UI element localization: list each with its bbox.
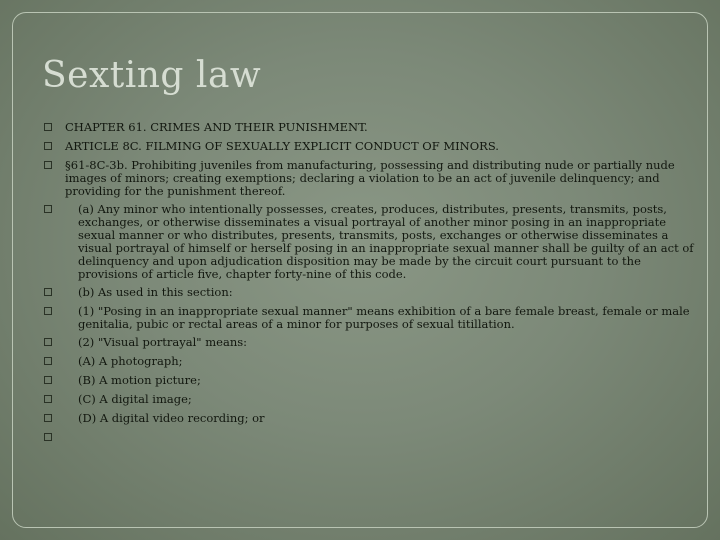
bullet-icon <box>44 336 65 350</box>
list-item-text: (C) A digital image; <box>78 392 192 406</box>
list-item <box>44 286 694 300</box>
bullet-icon <box>44 121 65 135</box>
bullet-icon <box>44 140 65 154</box>
list-item <box>44 336 694 350</box>
list-item <box>44 412 694 426</box>
bullet-icon <box>44 159 65 173</box>
list-item-text: CHAPTER 61. CRIMES AND THEIR PUNISHMENT. <box>65 120 368 134</box>
bullet-icon <box>44 412 65 426</box>
list-item <box>44 305 694 331</box>
bullet-icon <box>44 286 65 300</box>
slide-title: Sexting law <box>42 55 262 96</box>
list-item <box>44 121 694 135</box>
list-item-text: ARTICLE 8C. FILMING OF SEXUALLY EXPLICIT CONDUCT OF MINORS. <box>65 139 499 153</box>
bullet-icon <box>44 393 65 407</box>
bullet-icon <box>44 431 65 445</box>
list-item <box>44 355 694 369</box>
bullet-icon <box>44 305 65 319</box>
list-item <box>44 374 694 388</box>
list-item <box>44 431 694 445</box>
list-item-text: (1) "Posing in an inappropriate sexual manner" means exhibition of a bare female breast, female or male genitalia, pubic or rectal areas of a minor for purposes of sexual titillation. <box>78 304 690 331</box>
list-item-text: (b) As used in this section: <box>78 285 233 299</box>
list-item <box>44 203 694 281</box>
list-item-text: (D) A digital video recording; or <box>78 411 265 425</box>
list-item-text: (B) A motion picture; <box>78 373 201 387</box>
bullet-icon <box>44 355 65 369</box>
list-item-text: §61-8C-3b. Prohibiting juveniles from manufacturing, possessing and distributing nude or partially nude images of minors; creating exemptions; declaring a violation to be an act of juvenile delinquency; and providing for the punishment thereof. <box>65 158 675 198</box>
bullet-icon <box>44 374 65 388</box>
bullet-list <box>44 121 694 450</box>
list-item-text: (A) A photograph; <box>78 354 183 368</box>
list-item-text: (2) "Visual portrayal" means: <box>78 335 247 349</box>
list-item <box>44 159 694 198</box>
list-item-text: (a) Any minor who intentionally possesses, creates, produces, distributes, presents, transmits, posts, exchanges, or otherwise disseminates a visual portrayal of another minor posing in an inappropriate sexual manner or who distributes, presents, transmits, posts, exchanges or otherwise disseminates a visual portrayal of himself or herself posing in an inappropriate sexual manner shall be guilty of an act of delinquency and upon adjudication disposition may be made by the circuit court pursuant to the provisions of article five, chapter forty-nine of this code. <box>78 202 694 281</box>
bullet-icon <box>44 203 65 217</box>
list-item <box>44 393 694 407</box>
list-item <box>44 140 694 154</box>
